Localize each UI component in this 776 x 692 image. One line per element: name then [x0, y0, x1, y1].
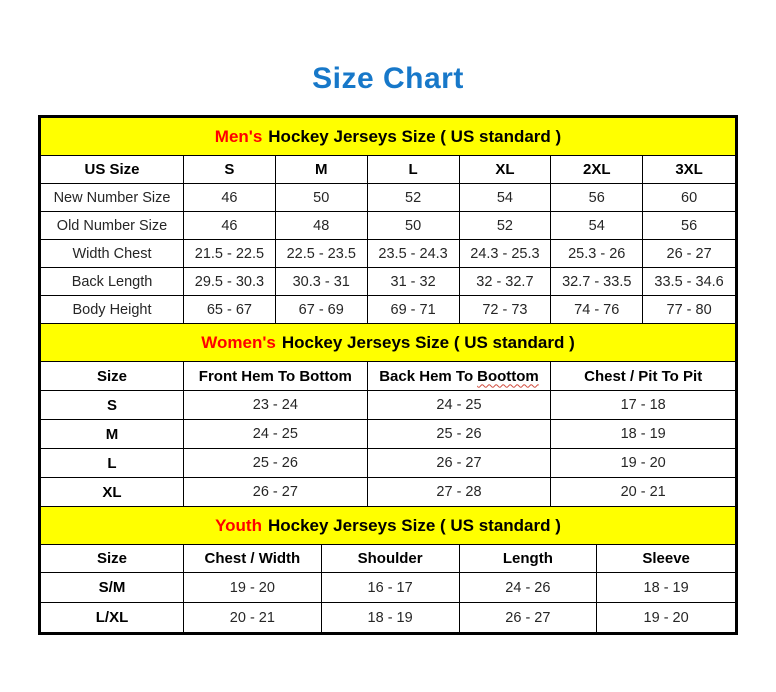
table-cell: 54 [460, 184, 552, 212]
table-cell: 25 - 26 [184, 449, 368, 478]
row-label: L [41, 449, 184, 478]
column-header: Size [41, 362, 184, 391]
column-header: Chest / Width [184, 545, 322, 573]
column-header: S [184, 156, 276, 184]
table-cell: 19 - 20 [597, 603, 735, 632]
row-label: Width Chest [41, 240, 184, 268]
womens-highlight: Women's [201, 332, 276, 352]
table-cell: 32 - 32.7 [460, 268, 552, 296]
table-cell: 21.5 - 22.5 [184, 240, 276, 268]
table-cell: 50 [368, 212, 460, 240]
table-cell: 22.5 - 23.5 [276, 240, 368, 268]
table-cell: 17 - 18 [551, 391, 735, 420]
table-cell: 54 [551, 212, 643, 240]
table-cell: 32.7 - 33.5 [551, 268, 643, 296]
table-cell: 20 - 21 [184, 603, 322, 632]
table-cell: 23.5 - 24.3 [368, 240, 460, 268]
column-header: US Size [41, 156, 184, 184]
table-cell: 26 - 27 [460, 603, 598, 632]
row-label: New Number Size [41, 184, 184, 212]
row-label: L/XL [41, 603, 184, 632]
column-header: Sleeve [597, 545, 735, 573]
table-cell: 24 - 25 [184, 420, 368, 449]
back-hem-prefix: Back Hem To [379, 367, 474, 385]
column-header: 2XL [551, 156, 643, 184]
table-cell: 33.5 - 34.6 [643, 268, 735, 296]
column-header: M [276, 156, 368, 184]
misspelled-word: Boottom [477, 367, 539, 385]
row-label: Old Number Size [41, 212, 184, 240]
womens-title-rest: Hockey Jerseys Size ( US standard ) [281, 332, 575, 352]
page-title: Size Chart [312, 62, 464, 95]
table-cell: 30.3 - 31 [276, 268, 368, 296]
column-header: Front Hem To Bottom [184, 362, 368, 391]
womens-size-table [41, 362, 735, 507]
table-cell: 19 - 20 [551, 449, 735, 478]
row-label: M [41, 420, 184, 449]
table-cell: 24.3 - 25.3 [460, 240, 552, 268]
table-cell: 69 - 71 [368, 296, 460, 324]
table-cell: 23 - 24 [184, 391, 368, 420]
row-label: S [41, 391, 184, 420]
table-cell: 60 [643, 184, 735, 212]
womens-table-title [41, 324, 735, 362]
table-cell: 24 - 25 [368, 391, 552, 420]
table-cell: 24 - 26 [460, 573, 598, 603]
column-header: Chest / Pit To Pit [551, 362, 735, 391]
table-cell: 46 [184, 184, 276, 212]
size-chart-container [38, 115, 738, 635]
mens-size-table [41, 156, 735, 324]
table-cell: 72 - 73 [460, 296, 552, 324]
table-cell: 56 [551, 184, 643, 212]
youth-highlight: Youth [215, 515, 262, 535]
table-cell: 67 - 69 [276, 296, 368, 324]
table-cell: 52 [460, 212, 552, 240]
column-header: 3XL [643, 156, 735, 184]
column-header: Shoulder [322, 545, 460, 573]
table-cell: 46 [184, 212, 276, 240]
table-cell: 50 [276, 184, 368, 212]
youth-size-table [41, 545, 735, 632]
row-label: S/M [41, 573, 184, 603]
mens-title-rest: Hockey Jerseys Size ( US standard ) [268, 126, 562, 146]
table-cell: 48 [276, 212, 368, 240]
table-cell: 20 - 21 [551, 478, 735, 507]
table-cell: 16 - 17 [322, 573, 460, 603]
table-cell: 56 [643, 212, 735, 240]
column-header: Size [41, 545, 184, 573]
table-cell: 65 - 67 [184, 296, 276, 324]
table-cell: 25.3 - 26 [551, 240, 643, 268]
row-label: Body Height [41, 296, 184, 324]
mens-highlight: Men's [214, 126, 263, 146]
table-cell: 18 - 19 [597, 573, 735, 603]
column-header: Length [460, 545, 598, 573]
table-cell: 25 - 26 [368, 420, 552, 449]
mens-table-title [41, 118, 735, 156]
youth-title-rest: Hockey Jerseys Size ( US standard ) [267, 515, 561, 535]
row-label: Back Length [41, 268, 184, 296]
column-header-misspelled [368, 362, 552, 391]
table-cell: 18 - 19 [322, 603, 460, 632]
table-cell: 77 - 80 [643, 296, 735, 324]
table-cell: 74 - 76 [551, 296, 643, 324]
table-cell: 26 - 27 [643, 240, 735, 268]
table-cell: 26 - 27 [368, 449, 552, 478]
youth-table-title [41, 507, 735, 545]
table-cell: 26 - 27 [184, 478, 368, 507]
column-header: XL [460, 156, 552, 184]
table-cell: 19 - 20 [184, 573, 322, 603]
column-header: L [368, 156, 460, 184]
table-cell: 52 [368, 184, 460, 212]
table-cell: 27 - 28 [368, 478, 552, 507]
row-label: XL [41, 478, 184, 507]
table-cell: 18 - 19 [551, 420, 735, 449]
table-cell: 29.5 - 30.3 [184, 268, 276, 296]
table-cell: 31 - 32 [368, 268, 460, 296]
